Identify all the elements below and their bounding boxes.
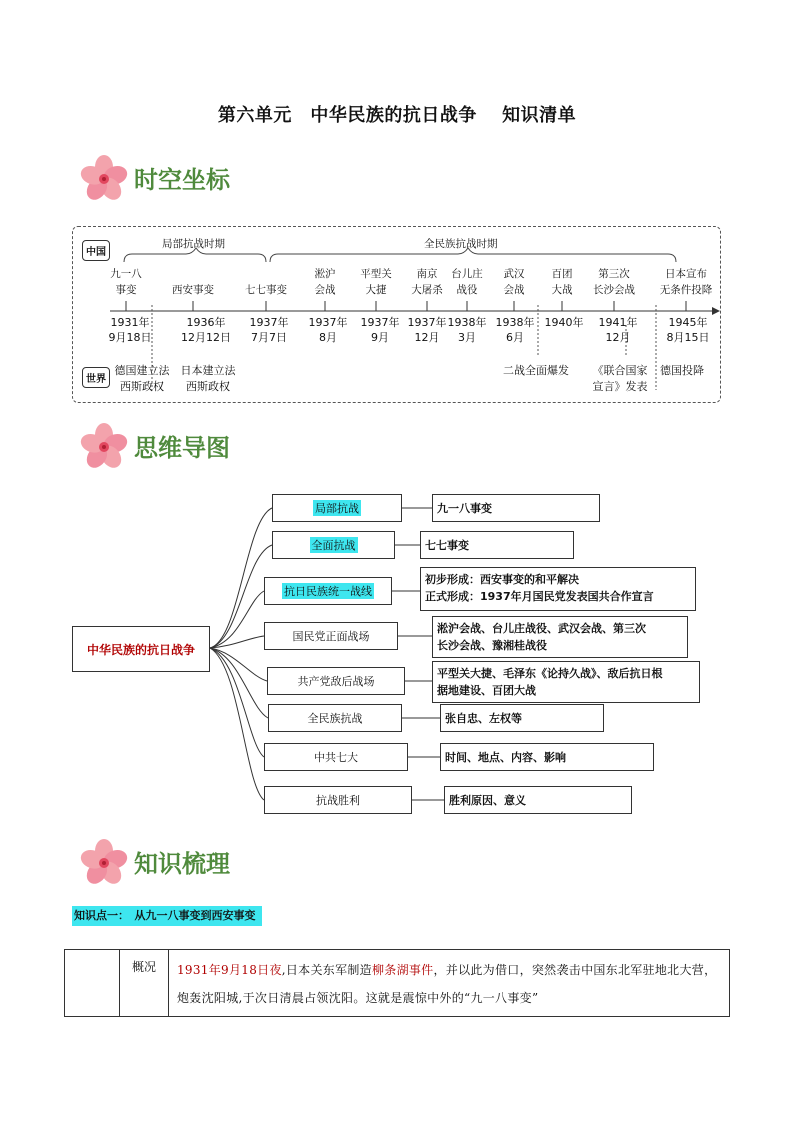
world-event-line-2: 西斯政权 (120, 380, 164, 393)
mindmap-branch (264, 622, 398, 650)
table-cell-empty (65, 950, 120, 1017)
date-day: 12月12日 (181, 331, 231, 344)
branch-label: 抗日民族统一战线 (284, 585, 372, 598)
event-line-2: 无条件投降 (659, 284, 713, 296)
date-day: 9月18日 (108, 331, 152, 344)
date-day: 9月 (371, 331, 389, 344)
world-event-line-1: 二战全面爆发 (503, 364, 569, 377)
date-year: 1937年 (249, 316, 289, 329)
event-line-2: 会战 (503, 284, 525, 296)
branch-label: 中共七大 (314, 751, 358, 764)
event-line-2: 事变 (115, 284, 137, 296)
date-day: 8月15日 (666, 331, 710, 344)
mindmap-detail (420, 567, 696, 611)
mindmap-detail (440, 704, 604, 732)
date-year: 1938年 (447, 316, 487, 329)
mindmap-detail (432, 661, 700, 703)
event-line-1: 日本宣布 (665, 268, 707, 280)
detail-line-2: 长沙会战、豫湘桂战役 (437, 639, 547, 652)
branch-label: 全面抗战 (311, 539, 356, 552)
event-line-1: 淞沪 (314, 268, 336, 280)
detail-line-1: 胜利原因、意义 (449, 794, 526, 807)
world-event-line-1: 日本建立法 (180, 364, 236, 377)
event-line-1: 九一八 (110, 268, 142, 280)
period-partial-label: 局部抗战时期 (162, 238, 225, 250)
branch-label: 局部抗战 (315, 502, 359, 515)
event-line-1: 台儿庄 (451, 268, 483, 280)
date-day: 6月 (506, 331, 524, 344)
table-row-label: 概况 (120, 950, 169, 1017)
event-line-2: 大战 (551, 284, 573, 296)
date-year: 1937年 (308, 316, 348, 329)
date-year: 1938年 (495, 316, 535, 329)
event-line-1: 武汉 (503, 268, 525, 280)
mindmap-root: 中华民族的抗日战争 (72, 626, 210, 672)
detail-line-1: 淞沪会战、台儿庄战役、武汉会战、第三次 (437, 622, 646, 635)
branch-label: 共产党敌后战场 (297, 675, 375, 688)
date-year: 1931年 (110, 316, 150, 329)
event-line-1: 南京 (416, 268, 438, 280)
table-row (65, 950, 730, 1017)
mindmap-branch (264, 786, 412, 814)
event-line-1: 平型关 (360, 268, 392, 280)
section-title: 知识梳理 (134, 850, 230, 878)
date-day: 12月 (414, 331, 440, 344)
mindmap-detail (432, 494, 600, 522)
date-day: 12月 (605, 331, 631, 344)
mindmap-detail (440, 743, 654, 771)
mindmap-detail (420, 531, 574, 559)
section-heading-knowledge (76, 836, 230, 888)
highlight-date: 1931年9月18日夜 (177, 963, 282, 977)
text-segment: ，并以此为借口，突然袭击中国东北军驻地北大营，炮轰沈阳城,于次日清晨占领沈阳。这就是震惊中外的“九一八事变” (177, 963, 717, 1005)
branch-label: 国民党正面战场 (292, 630, 370, 643)
world-event-line-2: 宣言》发表 (592, 380, 648, 393)
section-title: 时空坐标 (134, 166, 230, 194)
mindmap-branch (264, 577, 392, 605)
date-day: 7月7日 (251, 331, 287, 344)
date-year: 1936年 (186, 316, 226, 329)
detail-line-1: 张自忠、左权等 (445, 712, 522, 725)
mindmap-branch (272, 531, 395, 559)
event-line-2: 西安事变 (172, 284, 214, 296)
world-event-line-1: 《联合国家 (592, 364, 648, 377)
mindmap-branch (268, 704, 402, 732)
date-year: 1941年 (598, 316, 638, 329)
detail-line-1: 平型关大捷、毛泽东《论持久战》、敌后抗日根 (437, 667, 663, 680)
branch-label: 抗战胜利 (316, 794, 360, 807)
branch-label: 全民族抗战 (307, 712, 363, 725)
detail-line-1: 七七事变 (425, 539, 469, 552)
text-segment: ,日本关东军制造 (281, 963, 372, 977)
date-day: 8月 (319, 331, 337, 344)
page-title: 第六单元 中华民族的抗日战争 知识清单 (217, 105, 577, 126)
highlight-event: 柳条湖事件 (371, 963, 434, 977)
mindmap-branch (267, 667, 405, 695)
event-line-1: 第三次 (598, 268, 630, 280)
date-day: 3月 (458, 331, 476, 344)
world-tag: 世界 (82, 367, 110, 388)
detail-line-1: 九一八事变 (437, 502, 492, 515)
detail-line-2: 正式形成：1937年月国民党发表国共合作宣言 (425, 590, 654, 603)
date-year: 1945年 (668, 316, 708, 329)
knowledge-table (64, 949, 730, 1017)
knowledge-point-title: 知识点一： 从九一八事变到西安事变 (72, 906, 262, 926)
world-event-line-2: 西斯政权 (186, 380, 230, 393)
mindmap-branch (272, 494, 402, 522)
table-cell-content (169, 950, 730, 1017)
mindmap-detail (432, 616, 688, 658)
event-line-2: 长沙会战 (593, 284, 635, 296)
mindmap-branch (264, 743, 408, 771)
detail-line-1: 初步形成：西安事变的和平解决 (425, 573, 579, 586)
world-event-line-1: 德国建立法 (114, 364, 170, 377)
china-tag: 中国 (82, 240, 110, 261)
event-line-2: 会战 (314, 284, 336, 296)
period-full-label: 全民族抗战时期 (424, 238, 498, 250)
event-line-2: 大屠杀 (411, 284, 443, 296)
detail-line-1: 时间、地点、内容、影响 (445, 751, 566, 764)
date-year: 1940年 (544, 316, 584, 329)
section-title: 思维导图 (134, 434, 230, 462)
detail-line-2: 据地建设、百团大战 (437, 684, 536, 697)
event-line-1: 百团 (551, 268, 573, 280)
mindmap-detail (444, 786, 632, 814)
date-year: 1937年 (360, 316, 400, 329)
event-line-2: 大捷 (365, 284, 387, 296)
event-line-2: 七七事变 (245, 284, 287, 296)
world-event-line-1: 德国投降 (660, 364, 704, 377)
event-line-2: 战役 (456, 284, 478, 296)
flower-icon (76, 836, 132, 888)
date-year: 1937年 (407, 316, 447, 329)
